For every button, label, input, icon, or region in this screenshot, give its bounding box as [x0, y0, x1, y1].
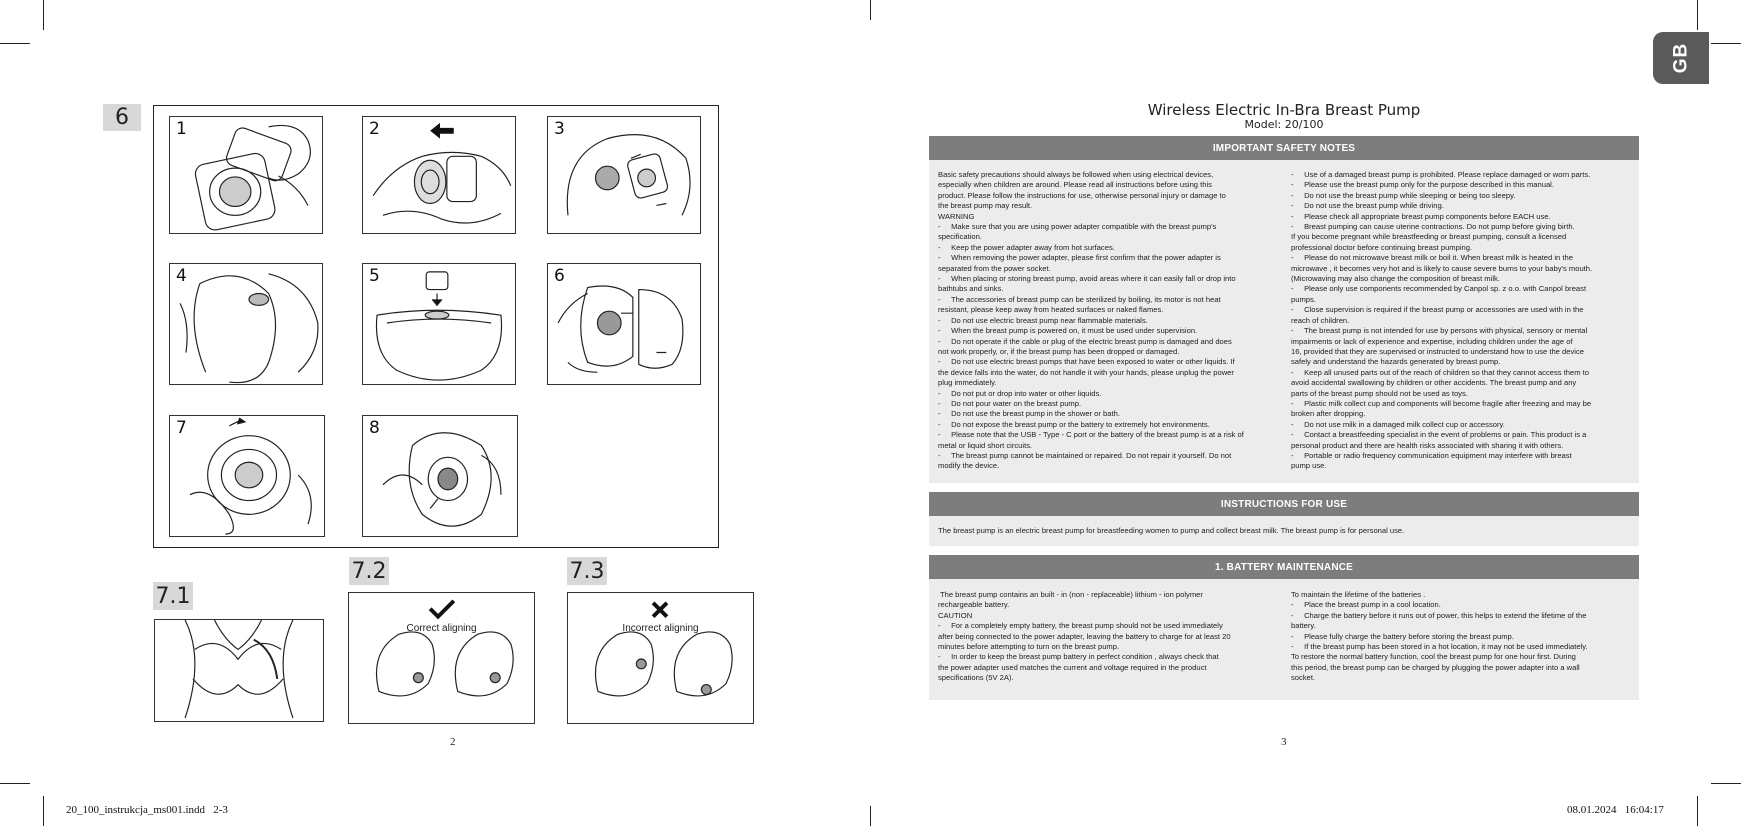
text-line: avoid accidental swallowing by children or other accidents. The breast pump and any — [1291, 378, 1577, 388]
step-number-badge: 6 — [103, 104, 141, 131]
pump-illustration — [170, 416, 324, 536]
text-line: - Do not pour water on the breast pump. — [938, 398, 1082, 408]
text-line: separated from the power socket. — [938, 263, 1051, 273]
figure-number: 5 — [369, 266, 380, 286]
crop-mark — [1711, 783, 1741, 784]
text-line: pump use. — [1291, 461, 1327, 471]
pump-illustration — [363, 117, 515, 233]
check-icon — [430, 601, 454, 617]
text-line: - Please note that the USB - Type - C port or the battery of the breast pump is at a risk of — [938, 430, 1244, 440]
text-line: parts of the breast pump should not be used as toys. — [1291, 388, 1468, 398]
crop-mark — [0, 43, 30, 44]
text-line: CAUTION — [938, 610, 973, 620]
crop-mark — [1711, 43, 1741, 44]
print-timestamp: 08.01.2024 16:04:17 — [1567, 804, 1664, 816]
text-line: the power adapter used matches the current and voltage required in the product — [938, 662, 1207, 672]
crop-mark — [1697, 0, 1698, 30]
text-line: - Use of a damaged breast pump is prohibited. Please replace damaged or worn parts. — [1291, 170, 1591, 179]
figure-number: 6 — [554, 266, 565, 286]
cross-icon — [653, 603, 667, 617]
arrow-left-icon — [430, 123, 454, 139]
text-line: - Make sure that you are using power adapter compatible with the breast pump's — [938, 222, 1217, 232]
text-line: modify the device. — [938, 461, 1000, 471]
figure-number: 4 — [176, 266, 187, 286]
figure-number: 8 — [369, 418, 380, 438]
text-line: this period, the breast pump can be charged by plugging the power adapter into a wall — [1291, 662, 1580, 672]
text-line: - For a completely empty battery, the breast pump should not be used immediately — [938, 621, 1223, 631]
text-line: reach of children. — [1291, 315, 1350, 325]
text-line: safely and understand the hazards generated by breast pump. — [1291, 357, 1501, 367]
text-line: impairments or lack of experience and expertise, including children under the age of — [1291, 336, 1573, 346]
crop-mark — [1697, 796, 1698, 826]
text-line: - The accessories of breast pump can be sterilized by boiling, its motor is not heat — [938, 294, 1221, 304]
document-title: Wireless Electric In-Bra Breast Pump — [1147, 101, 1421, 119]
battery-maintenance-heading: 1. BATTERY MAINTENANCE — [929, 555, 1639, 579]
safety-notes-right-column — [1291, 170, 1633, 472]
text-line: - Do not use the breast pump while driving. — [1291, 201, 1444, 211]
figure-step-8 — [362, 415, 518, 537]
text-line: specification. — [938, 232, 982, 242]
text-line: To maintain the lifetime of the batteries . — [1291, 590, 1426, 599]
pump-illustration — [548, 264, 700, 384]
text-line: - Please use the breast pump only for the purpose described in this manual. — [1291, 180, 1554, 190]
correct-aligning-illustration — [349, 593, 534, 723]
substep-7-1-badge: 7.1 — [153, 582, 193, 610]
substep-7-3-badge: 7.3 — [567, 557, 607, 585]
text-line: - If the breast pump has been stored in a hot location, it may not be used immediately. — [1291, 642, 1588, 652]
text-line: resistant, please keep away from heated surfaces or naked flames. — [938, 305, 1164, 315]
instructions-heading: INSTRUCTIONS FOR USE — [929, 492, 1639, 516]
pump-illustration — [548, 117, 700, 233]
text-line: broken after dropping. — [1291, 409, 1366, 419]
crop-mark — [0, 783, 30, 784]
instructions-body — [929, 516, 1639, 546]
battery-maintenance-body — [929, 579, 1639, 700]
figure-number: 3 — [554, 119, 565, 139]
figure-incorrect-aligning — [567, 592, 754, 724]
text-line: - When the breast pump is powered on, it must be used under supervision. — [938, 326, 1198, 336]
text-line: - Do not use milk in a damaged milk collect cup or accessory. — [1291, 419, 1505, 429]
substep-7-2-badge: 7.2 — [349, 557, 389, 585]
text-line: - Close supervision is required if the breast pump or accessories are used with in the — [1291, 305, 1584, 315]
battery-left-column — [938, 590, 1278, 684]
text-line: plug immediately. — [938, 378, 997, 388]
incorrect-aligning-label: Incorrect aligning — [622, 623, 699, 634]
figure-step-6 — [547, 263, 701, 385]
text-line: - Breast pumping can cause uterine contractions. Do not pump before giving birth. — [1291, 222, 1575, 232]
text-line: after being connected to the power adapter, leaving the battery to charge for at least 20 — [938, 631, 1231, 641]
text-line: professional doctor before continuing breast pumping. — [1291, 242, 1473, 252]
text-line: minutes before attempting to turn on the breast pump. — [938, 642, 1120, 652]
text-line: - Place the breast pump in a cool location. — [1291, 600, 1441, 610]
text-line: - Please check all appropriate breast pump components before EACH use. — [1291, 211, 1551, 221]
language-tab-label: GB — [1670, 42, 1691, 74]
text-line: - The breast pump cannot be maintained or repaired. Do not repair it yourself. Do not — [938, 450, 1232, 460]
text-line: rechargeable battery. — [938, 600, 1010, 610]
text-line: battery. — [1291, 621, 1316, 631]
text-line: bathtubs and sinks. — [938, 284, 1004, 294]
text-line: - Keep all unused parts out of the reach of children so that they cannot access them to — [1291, 367, 1590, 377]
text-line: - Do not use electric breast pumps that have been exposed to water or other liquids. If — [938, 357, 1235, 367]
text-line: the device falls into the water, do not handle it with your hands, please unplug the power — [938, 367, 1234, 377]
battery-right-column — [1291, 590, 1633, 684]
safety-notes-body — [929, 160, 1639, 483]
figure-number: 7 — [176, 418, 187, 438]
text-line: - Do not expose the breast pump or the battery to extremely hot environments. — [938, 419, 1210, 429]
text-line: - Do not put or drop into water or other liquids. — [938, 388, 1102, 398]
text-line: - When removing the power adapter, please first confirm that the power adapter is — [938, 253, 1221, 263]
language-tab — [1653, 32, 1709, 84]
text-line: - Do not use the breast pump in the shower or bath. — [938, 409, 1120, 419]
text-line: socket. — [1291, 673, 1316, 683]
safety-notes-heading: IMPORTANT SAFETY NOTES — [929, 136, 1639, 160]
text-line: The breast pump contains an built - in (non - replaceable) lithium - ion polymer — [938, 590, 1203, 599]
model-number: Model: 20/100 — [1244, 118, 1324, 131]
text-line: - Please fully charge the battery before storing the breast pump. — [1291, 631, 1514, 641]
figure-correct-aligning — [348, 592, 535, 724]
text-line: specifications (5V 2A). — [938, 673, 1014, 683]
text-line: - Portable or radio frequency communication equipment may interfere with breast — [1291, 450, 1572, 460]
crop-mark — [870, 806, 871, 826]
figure-step-2 — [362, 116, 516, 234]
text-line: microwave , it becomes very hot and is likely to cause severe burns to your baby's mouth. — [1291, 263, 1593, 273]
text-line: personal product and there are health risks associated with sharing it with others. — [1291, 440, 1564, 450]
text-line: especially when children are around. Please read all instructions before using this — [938, 180, 1212, 190]
incorrect-aligning-illustration — [568, 593, 753, 723]
figure-step-7-1 — [154, 619, 324, 722]
crop-mark — [43, 796, 44, 826]
instructions-text: The breast pump is an electric breast pump for breastfeeding women to pump and collect breast milk. The breast pump is for personal use. — [938, 526, 1405, 535]
text-line: - Please do not microwave breast milk or boil it. When breast milk is heated in the — [1291, 253, 1573, 263]
text-line: - The breast pump is not intended for use by persons with physical, sensory or mental — [1291, 326, 1588, 336]
text-line: - When placing or storing breast pump, avoid areas where it can easily fall or drop into — [938, 274, 1236, 284]
text-line: product. Please follow the instructions for use, otherwise personal injury or damage to — [938, 190, 1226, 200]
text-line: - Charge the battery before it runs out of power, this helps to extend the lifetime of the — [1291, 610, 1587, 620]
text-line: metal or liquid short circuits. — [938, 440, 1033, 450]
safety-notes-left-column — [938, 170, 1278, 472]
figure-number: 2 — [369, 119, 380, 139]
text-line: - Do not use the breast pump while sleeping or being too sleepy. — [1291, 190, 1516, 200]
text-line: - Please only use components recommended by Canpol sp. z o.o. with Canpol breast — [1291, 284, 1587, 294]
pump-illustration — [363, 264, 515, 384]
text-line: To restore the normal battery function, cool the breast pump for one hour first. During — [1291, 652, 1576, 662]
page-number-left: 2 — [450, 736, 456, 748]
text-line: (Microwaving may also change the composition of breast milk. — [1291, 274, 1500, 284]
text-line: - Do not use electric breast pump near flammable materials. — [938, 315, 1148, 325]
figure-step-1 — [169, 116, 323, 234]
text-line: pumps. — [1291, 294, 1316, 304]
text-line: - Do not operate if the cable or plug of the electric breast pump is damaged and does — [938, 336, 1232, 346]
pump-illustration — [170, 117, 322, 233]
file-info: 20_100_instrukcja_ms001.indd 2-3 — [66, 804, 228, 816]
text-line: - Plastic milk collect cup and components will become fragile after freezing and may be — [1291, 398, 1592, 408]
crop-mark — [870, 0, 871, 20]
bra-illustration — [155, 620, 323, 721]
text-line: - Contact a breastfeeding specialist in the event of problems or pain. This product is a — [1291, 430, 1587, 440]
text-line: the breast pump may result. — [938, 201, 1033, 211]
figure-step-4 — [169, 263, 323, 385]
correct-aligning-label: Correct aligning — [406, 623, 477, 634]
text-line: not work properly, or, if the breast pump has been dropped or damaged. — [938, 346, 1180, 356]
text-line: 16, provided that they are supervised or instructed to understand how to use the device — [1291, 346, 1584, 356]
pump-illustration — [363, 416, 517, 536]
text-line: WARNING — [938, 211, 975, 221]
pump-illustration — [170, 264, 322, 384]
text-line: Basic safety precautions should always be followed when using electrical devices, — [938, 170, 1214, 179]
page-number-right: 3 — [1281, 736, 1287, 748]
figure-step-5 — [362, 263, 516, 385]
figure-step-7 — [169, 415, 325, 537]
figure-step-3 — [547, 116, 701, 234]
text-line: - Keep the power adapter away from hot surfaces. — [938, 242, 1115, 252]
text-line: If you become pregnant while breastfeeding or breast pumping, consult a licensed — [1291, 232, 1567, 242]
crop-mark — [43, 0, 44, 30]
figure-number: 1 — [176, 119, 187, 139]
text-line: - In order to keep the breast pump battery in perfect condition , always check that — [938, 652, 1219, 662]
